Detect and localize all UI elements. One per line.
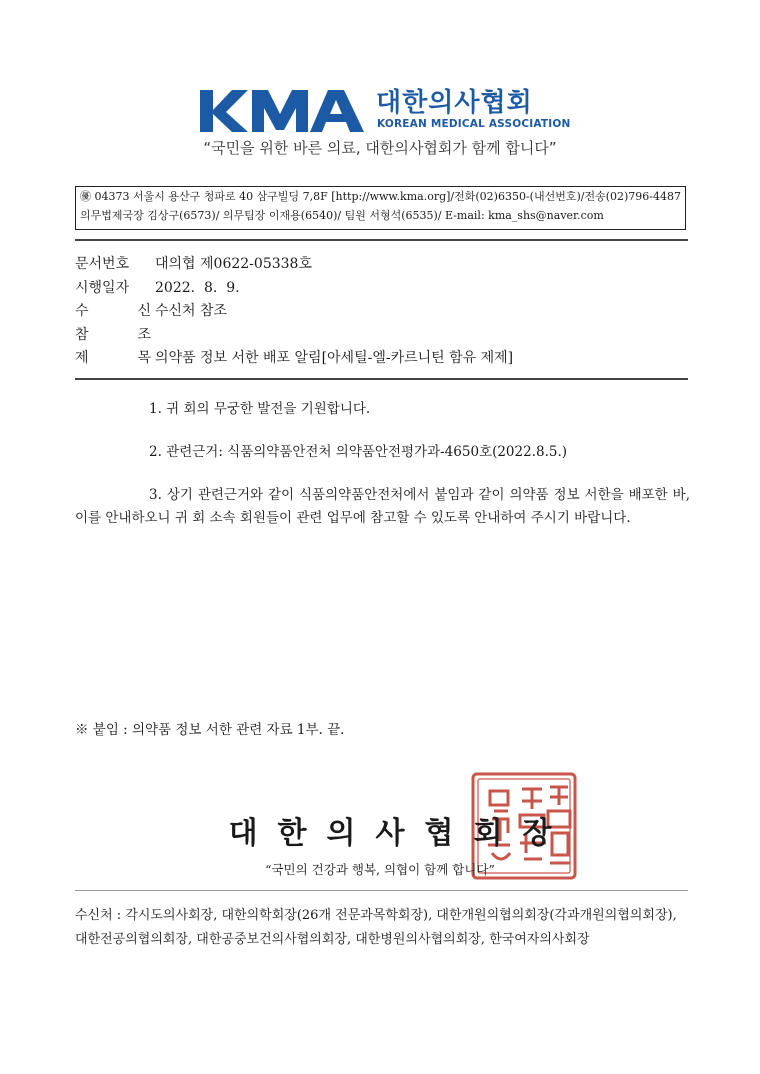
meta-value: 수신처 참조 xyxy=(155,303,228,319)
document-meta xyxy=(75,253,513,371)
body-paragraph-1: 1. 귀 회의 무궁한 발전을 기원합니다. xyxy=(149,401,371,417)
header-divider xyxy=(75,239,688,241)
meta-label: 제 목 xyxy=(75,350,151,366)
meta-label: 시행일자 xyxy=(75,279,130,296)
meta-row-subject xyxy=(75,347,513,371)
meta-value: 의약품 정보 서한 배포 알림[아세틸-엘-카르니틴 함유 제제] xyxy=(155,350,514,366)
meta-label: 참 조 xyxy=(75,326,151,343)
recipients-list: 수신처 : 각시도의사회장, 대한의학회장(26개 전문과목학회장), 대한개원의협의회장(각과개원의협의회장), 대한전공의협의회장, 대한공중보건의사협의회장, 대한병원의사협의회장, 한국여자의사회장 xyxy=(75,908,677,947)
attachment-note: ※ 붙임 : 의약품 정보 서한 관련 자료 1부. 끝. xyxy=(75,722,345,738)
meta-divider xyxy=(75,378,688,380)
meta-row-reference xyxy=(75,324,513,348)
meta-value: 대의협 제0622-05338호 xyxy=(155,256,312,272)
sender-title: 대한의사협회장 xyxy=(228,816,572,851)
address-box xyxy=(75,186,686,230)
meta-row-recipient xyxy=(75,300,513,324)
meta-row-doc-number xyxy=(75,253,513,277)
sender-motto: “국민의 건강과 행복, 의협이 함께 합니다” xyxy=(265,862,495,877)
body-paragraph-2: 2. 관련근거: 식품의약품안전처 의약품안전평가과-4650호(2022.8.5.) xyxy=(149,444,568,460)
footer-divider xyxy=(75,890,688,891)
kma-logo-mark xyxy=(198,88,366,134)
org-name-english: KOREAN MEDICAL ASSOCIATION xyxy=(377,118,571,130)
meta-row-date xyxy=(75,277,513,301)
header-slogan: “국민을 위한 바른 의료, 대한의사협회가 함께 합니다” xyxy=(203,139,557,157)
address-line-2: 의무법제국장 김상구(6573)/ 의무팀장 이재용(6540)/ 팀원 서형석(6535)/ E-mail: kma_shs@naver.com xyxy=(80,209,604,222)
meta-label: 수 신 xyxy=(75,303,151,319)
org-name-korean: 대한의사협회 xyxy=(376,88,533,118)
body-paragraph-3: 3. 상기 관련근거와 같이 식품의약품안전처에서 붙임과 같이 의약품 정보 서한을 배포한 바, 이를 안내하오니 귀 회 소속 회원들이 관련 업무에 참고할 수 있도록 안내하여 주시기 바랍니다. xyxy=(75,487,690,526)
meta-value: 2022. 8. 9. xyxy=(155,279,240,296)
meta-label: 문서번호 xyxy=(75,256,130,272)
address-line-1: ㊝ 04373 서울시 용산구 청파로 40 삼구빌딩 7,8F [http://www.kma.org]/전화(02)6350-(내선번호)/전송(02)796-4487 xyxy=(80,190,681,203)
kma-logo xyxy=(198,88,571,134)
